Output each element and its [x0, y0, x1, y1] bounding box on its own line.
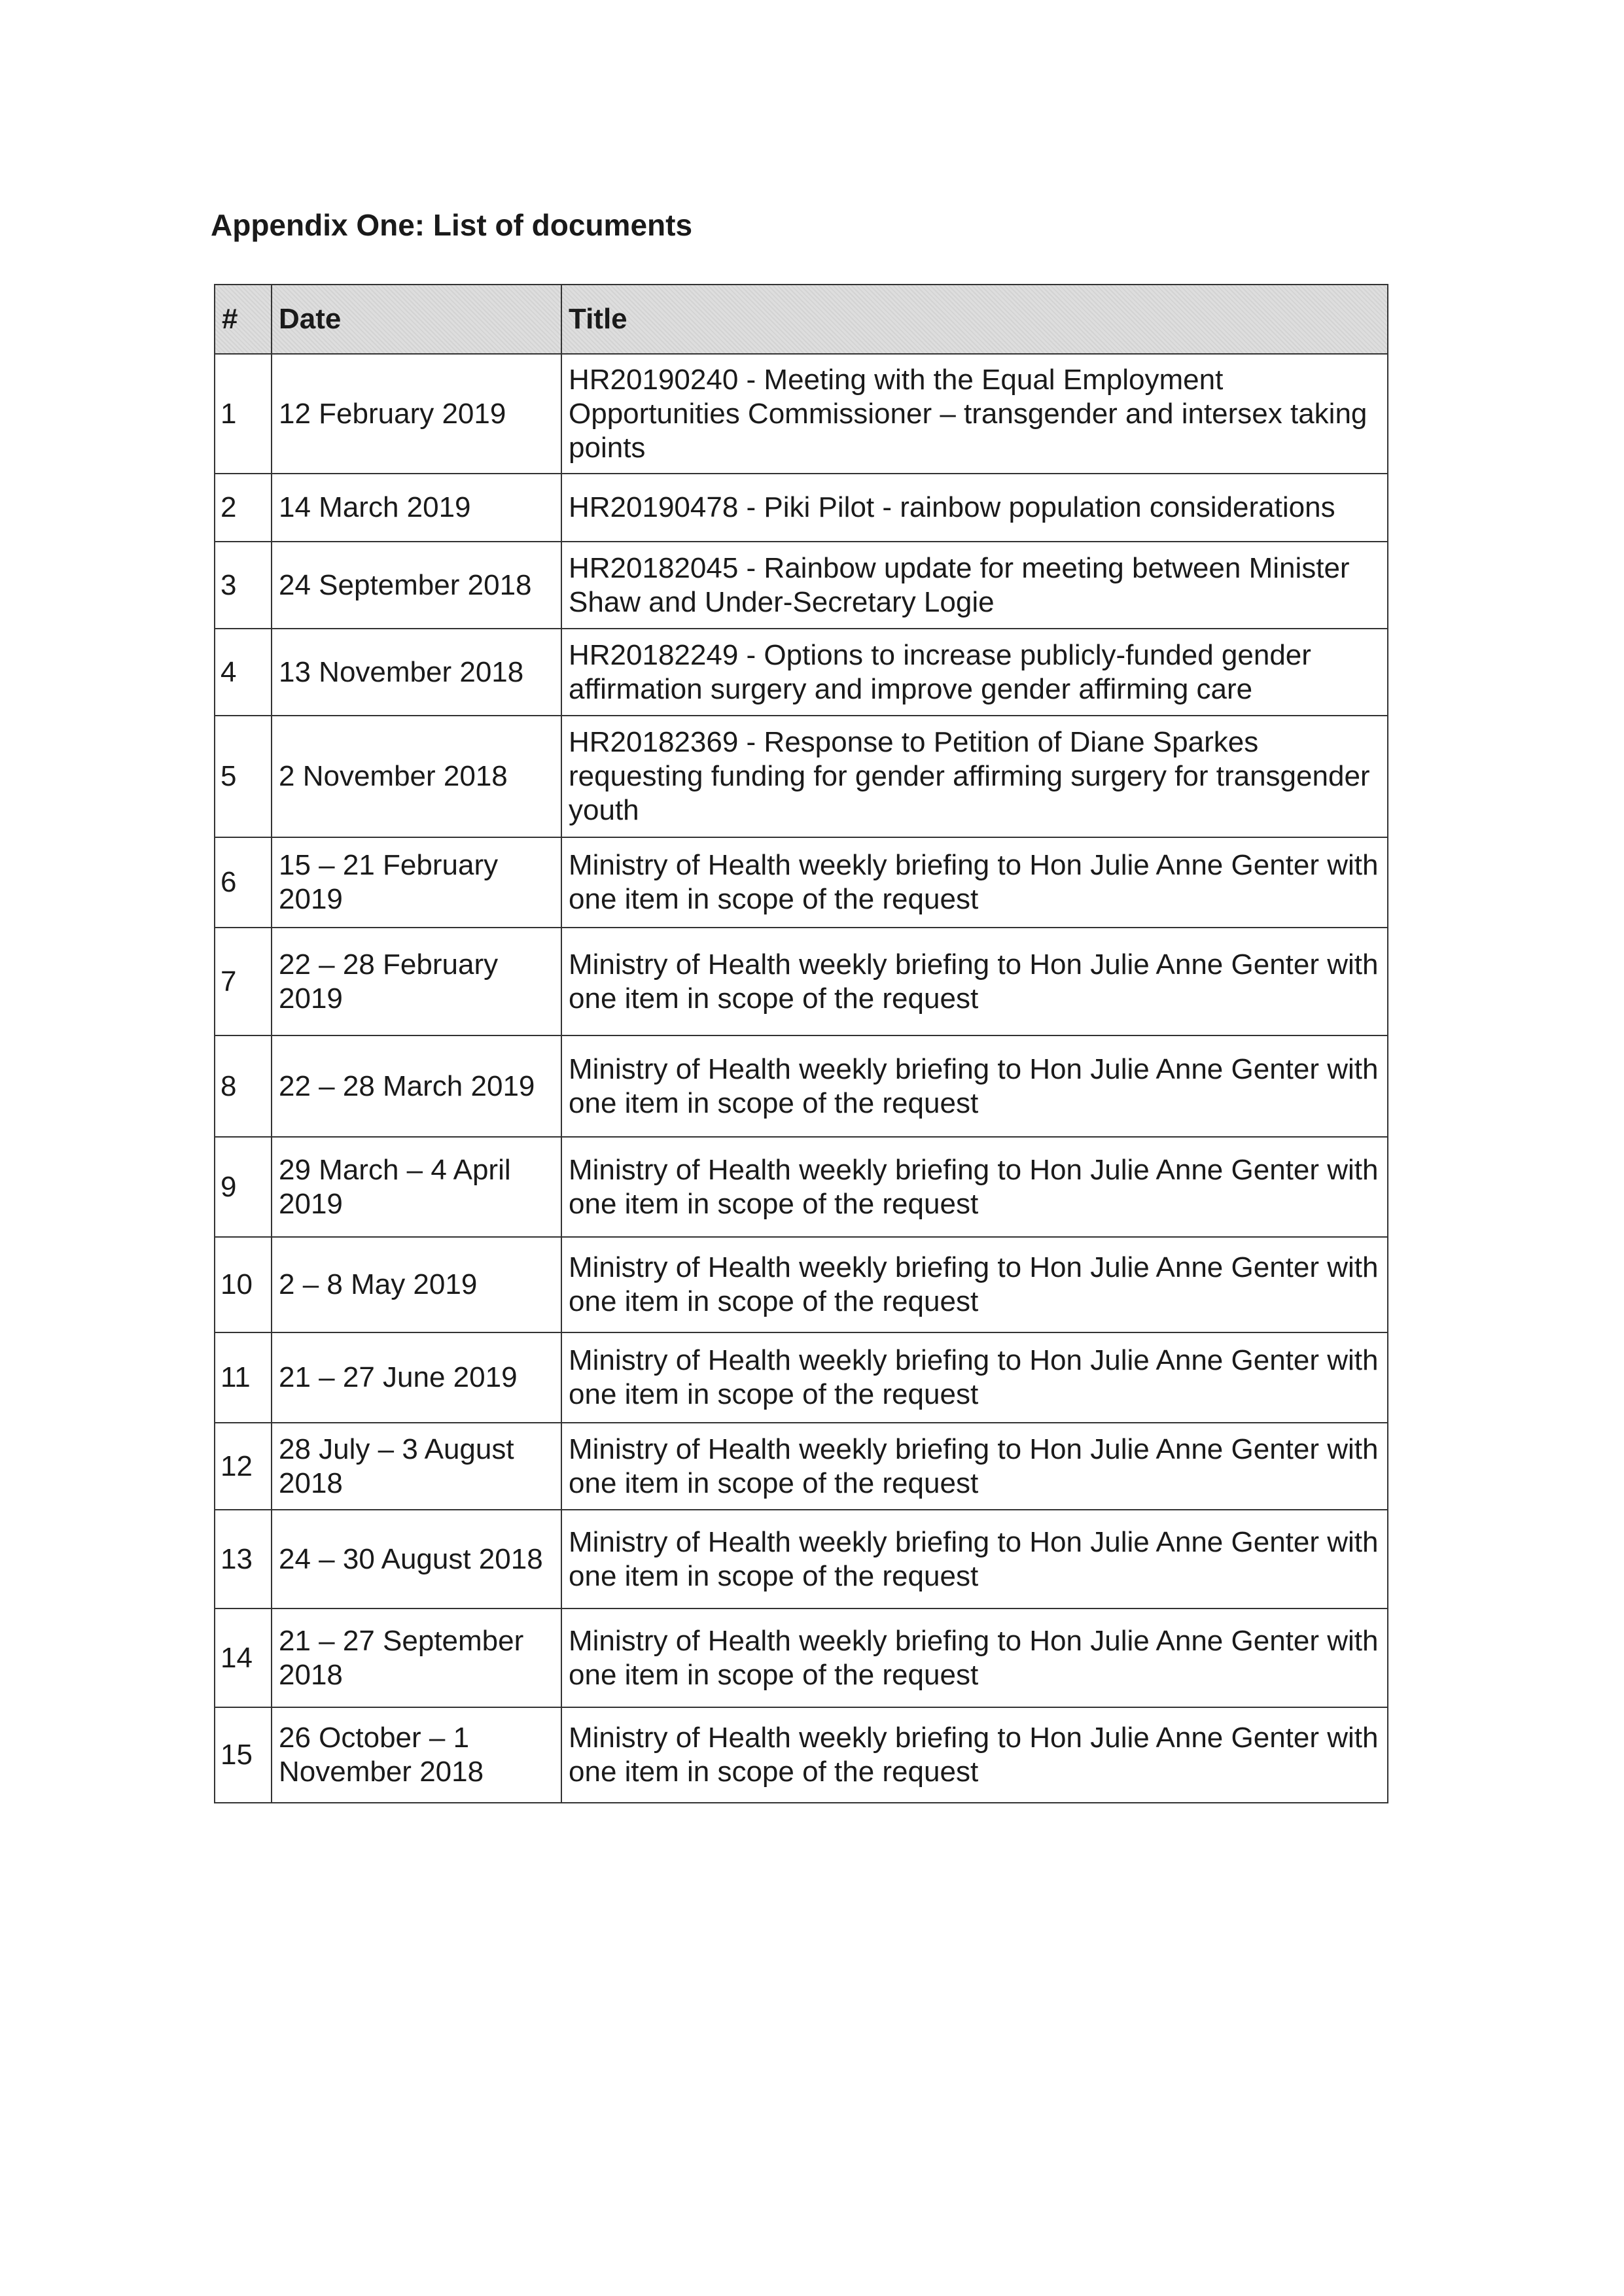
row-date: 12 February 2019	[272, 354, 561, 474]
column-header-title: Title	[561, 285, 1388, 354]
row-title: Ministry of Health weekly briefing to Hon Julie Anne Genter with one item in scope of the request	[561, 1423, 1388, 1510]
row-title: HR20182045 - Rainbow update for meeting between Minister Shaw and Under-Secretary Logie	[561, 542, 1388, 629]
row-number: 3	[215, 542, 272, 629]
row-date: 2 November 2018	[272, 716, 561, 837]
row-title: Ministry of Health weekly briefing to Hon Julie Anne Genter with one item in scope of the request	[561, 1237, 1388, 1332]
table-row	[215, 1237, 1388, 1332]
row-number: 8	[215, 1035, 272, 1137]
column-header-date: Date	[272, 285, 561, 354]
documents-table	[214, 284, 1388, 1803]
row-date: 13 November 2018	[272, 629, 561, 716]
row-title: HR20182369 - Response to Petition of Diane Sparkes requesting funding for gender affirming surgery for transgender youth	[561, 716, 1388, 837]
row-number: 4	[215, 629, 272, 716]
column-header-number: #	[215, 285, 272, 354]
row-date: 24 September 2018	[272, 542, 561, 629]
row-title: Ministry of Health weekly briefing to Hon Julie Anne Genter with one item in scope of the request	[561, 837, 1388, 928]
row-title: Ministry of Health weekly briefing to Hon Julie Anne Genter with one item in scope of the request	[561, 1609, 1388, 1707]
row-date: 15 – 21 February 2019	[272, 837, 561, 928]
row-date: 26 October – 1 November 2018	[272, 1707, 561, 1803]
row-title: HR20190478 - Piki Pilot - rainbow population considerations	[561, 474, 1388, 542]
table-row	[215, 1137, 1388, 1237]
row-date: 24 – 30 August 2018	[272, 1510, 561, 1609]
row-title: Ministry of Health weekly briefing to Hon Julie Anne Genter with one item in scope of the request	[561, 1510, 1388, 1609]
row-number: 10	[215, 1237, 272, 1332]
row-number: 9	[215, 1137, 272, 1237]
row-title: HR20190240 - Meeting with the Equal Employment Opportunities Commissioner – transgender and intersex taking points	[561, 354, 1388, 474]
table-row	[215, 1035, 1388, 1137]
row-date: 22 – 28 February 2019	[272, 928, 561, 1035]
table-row	[215, 629, 1388, 716]
table-row	[215, 474, 1388, 542]
table-row	[215, 837, 1388, 928]
row-number: 2	[215, 474, 272, 542]
row-number: 13	[215, 1510, 272, 1609]
row-title: Ministry of Health weekly briefing to Hon Julie Anne Genter with one item in scope of the request	[561, 1332, 1388, 1423]
table-row	[215, 716, 1388, 837]
row-number: 6	[215, 837, 272, 928]
row-title: Ministry of Health weekly briefing to Hon Julie Anne Genter with one item in scope of the request	[561, 928, 1388, 1035]
row-number: 11	[215, 1332, 272, 1423]
row-number: 12	[215, 1423, 272, 1510]
table-row	[215, 1609, 1388, 1707]
row-title: Ministry of Health weekly briefing to Hon Julie Anne Genter with one item in scope of the request	[561, 1137, 1388, 1237]
row-number: 5	[215, 716, 272, 837]
row-number: 14	[215, 1609, 272, 1707]
table-row	[215, 1332, 1388, 1423]
row-title: HR20182249 - Options to increase publicly-funded gender affirmation surgery and improve gender affirming care	[561, 629, 1388, 716]
row-title: Ministry of Health weekly briefing to Hon Julie Anne Genter with one item in scope of the request	[561, 1035, 1388, 1137]
table-row	[215, 1707, 1388, 1803]
table-row	[215, 1423, 1388, 1510]
table-header-row	[215, 285, 1388, 354]
row-date: 28 July – 3 August 2018	[272, 1423, 561, 1510]
page-title: Appendix One: List of documents	[211, 208, 693, 242]
row-date: 14 March 2019	[272, 474, 561, 542]
row-date: 21 – 27 September 2018	[272, 1609, 561, 1707]
table-row	[215, 928, 1388, 1035]
row-number: 15	[215, 1707, 272, 1803]
row-number: 7	[215, 928, 272, 1035]
table-row	[215, 542, 1388, 629]
row-date: 29 March – 4 April 2019	[272, 1137, 561, 1237]
table-row	[215, 354, 1388, 474]
table-row	[215, 1510, 1388, 1609]
row-number: 1	[215, 354, 272, 474]
row-date: 2 – 8 May 2019	[272, 1237, 561, 1332]
row-title: Ministry of Health weekly briefing to Hon Julie Anne Genter with one item in scope of the request	[561, 1707, 1388, 1803]
row-date: 21 – 27 June 2019	[272, 1332, 561, 1423]
row-date: 22 – 28 March 2019	[272, 1035, 561, 1137]
